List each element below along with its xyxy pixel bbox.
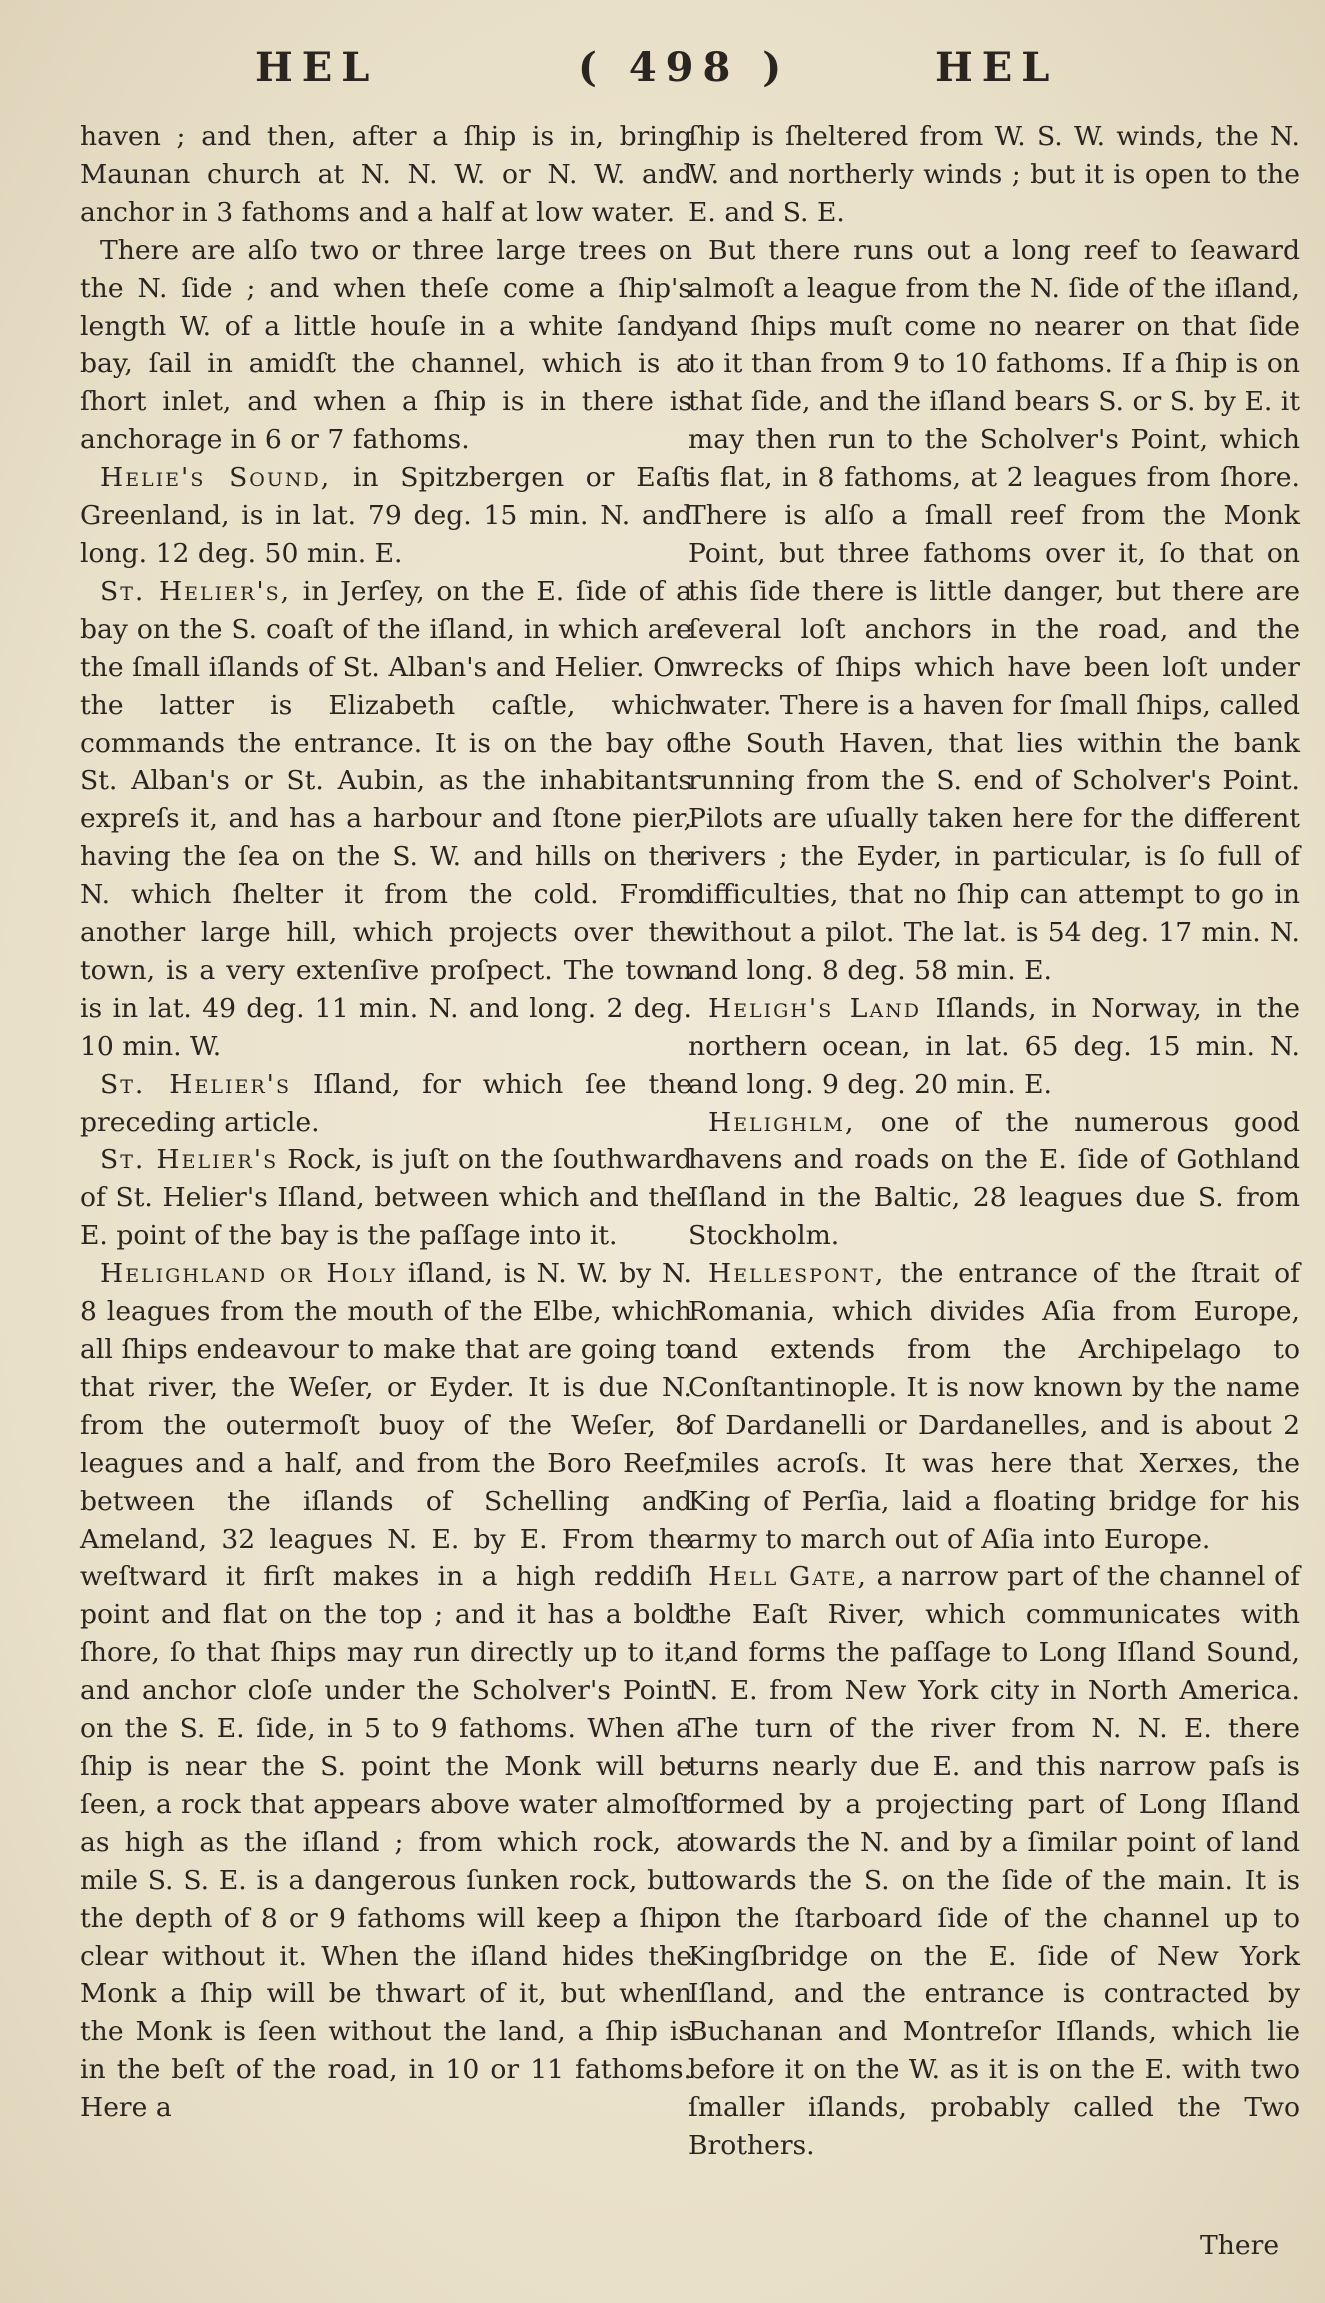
headword: Hellespont, bbox=[708, 1258, 886, 1290]
catchword: There bbox=[1200, 2230, 1280, 2261]
headword: Helighlm, bbox=[708, 1106, 856, 1138]
running-header bbox=[0, 44, 1325, 114]
page-number: ( 498 ) bbox=[578, 44, 791, 91]
headword: Helie's Sound, bbox=[100, 462, 332, 494]
entry-st-heliers: St. Helier's, in Jerſey, on the E. ſide of a bay on the S. coaſt of the iſland, in which are the ſmall iſlands of St. Alban's and Helier. On the latter is Elizabeth caſtle, which commands the entrance. It is on the bay of St. Alban's or St. Aubin, as the inhabitants expreſs it, and has a harbour and ſtone pier, having the ſea on the S. W. and hills on the N. which ſhelter it from the cold. From another large hill, which projects over the town, is a very extenſive proſpect. The town is in lat. 49 deg. 11 min. N. and long. 2 deg. 10 min. W. bbox=[80, 575, 692, 1062]
entry-helighland: Helighland or Holy iſland, is N. W. by N. 8 leagues from the mouth of the Elbe, which all ſhips endeavour to make that are going to that river, the Weſer, or Eyder. It is due N. from the outermoſt buoy of the Weſer, 8 leagues and a half, and from the Boro Reef, between the iſlands of Schelling and Ameland, 32 leagues N. E. by E. From the weſtward it firſt makes in a high reddiſh point and flat on the top ; and it has a bold ſhore, ſo that ſhips may run directly up to it, and anchor cloſe under the Scholver's Point on the S. E. ſide, in 5 to 9 fathoms. When a ſhip is near the S. point the Monk will be ſeen, a rock that appears above water almoſt as high as the iſland ; from which rock, a mile S. S. E. is a dangerous ſunken rock, but the depth of 8 or 9 fathoms will keep a ſhip clear without it. When the iſland hides the Monk a ſhip will be thwart of it, but when the Monk is ſeen without the land, a ſhip is in the beſt of the road, in 10 or 11 fathoms. Here a bbox=[80, 1258, 692, 2124]
entry-hellespont: Hellespont, the entrance of the ſtrait of Romania, which divides Aſia from Europe, and extends from the Archipelago to Conſtantinople. It is now known by the name of Dardanelli or Dardanelles, and is about 2 miles acroſs. It was here that Xerxes, the King of Perſia, laid a floating bridge for his army to march out of Aſia into Europe. bbox=[688, 1258, 1300, 1555]
left-column bbox=[80, 118, 692, 2127]
headword: Helighland or Holy bbox=[100, 1258, 398, 1290]
entry-st-heliers-rock: St. Helier's Rock, is juſt on the ſouthward of St. Helier's Iſland, between which and the E. point of the bay is the paſſage into it. bbox=[80, 1144, 693, 1252]
headword: St. Helier's bbox=[100, 1068, 291, 1100]
paragraph: haven ; and then, after a ſhip is in, bring Maunan church at N. N. W. or N. W. and anchor in 3 fathoms and a half at low water. bbox=[80, 121, 692, 228]
paragraph: But there runs out a long reef to ſeaward almoſt a league from the N. ſide of the iſland, and ſhips muſt come no nearer on that ſide to it than from 9 to 10 fathoms. If a ſhip is on that ſide, and the iſland bears S. or S. by E. it may then run to the Scholver's Point, which is flat, in 8 fathoms, at 2 leagues from ſhore. There is alſo a ſmall reef from the Monk Point, but three fathoms over it, ſo that on this ſide there is little danger, but there are ſeveral loſt anchors in the road, and the wrecks of ſhips which have been loſt under water. There is a haven for ſmall ſhips, called the South Haven, that lies within the bank running from the S. end of Scholver's Point. Pilots are uſually taken here for the different rivers ; the Eyder, in particular, is ſo full of difficulties, that no ſhip can attempt to go in without a pilot. The lat. is 54 deg. 17 min. N. and long. 8 deg. 58 min. E. bbox=[688, 234, 1300, 986]
headword: St. Helier's, bbox=[100, 575, 292, 607]
paragraph: There are alſo two or three large trees on the N. ſide ; and when theſe come a ſhip's length W. of a little houſe in a white ſandy bay, ſail in amidſt the channel, which is a ſhort inlet, and when a ſhip is in there is anchorage in 6 or 7 fathoms. bbox=[80, 234, 692, 456]
entry-helies-sound: Helie's Sound, in Spitzbergen or Eaſt Greenland, is in lat. 79 deg. 15 min. N. and long. 12 deg. 50 min. E. bbox=[80, 462, 693, 569]
headword: Hell Gate, bbox=[708, 1561, 868, 1593]
entry-st-heliers-island: St. Helier's Iſland, for which ſee the preceding article. bbox=[80, 1068, 692, 1138]
headword: Heligh's Land bbox=[708, 992, 922, 1024]
entry-helighlm: Helighlm, one of the numerous good havens and roads on the E. ſide of Gothland Iſland in the Baltic, 28 leagues due S. from Stockholm. bbox=[688, 1106, 1300, 1252]
header-left: HEL bbox=[255, 44, 379, 91]
header-right: HEL bbox=[935, 44, 1059, 91]
paragraph: ſhip is ſheltered from W. S. W. winds, the N. W. and northerly winds ; but it is open to the E. and S. E. bbox=[688, 121, 1300, 228]
headword: St. Helier's bbox=[100, 1144, 279, 1176]
entry-hell-gate: Hell Gate, a narrow part of the channel of the Eaſt River, which communicates with and forms the paſſage to Long Iſland Sound, N. E. from New York city in North America. The turn of the river from N. N. E. there turns nearly due E. and this narrow paſs is formed by a projecting part of Long Iſland towards the N. and by a ſimilar point of land towards the S. on the ſide of the main. It is on the ſtarboard ſide of the channel up to Kingſbridge on the E. ſide of New York Iſland, and the entrance is contracted by Buchanan and Montreſor Iſlands, which lie before it on the W. as it is on the E. with two ſmaller iſlands, probably called the Two Brothers. bbox=[688, 1561, 1301, 2162]
entry-heligh-land: Heligh's Land Iſlands, in Norway, in the northern ocean, in lat. 65 deg. 15 min. N. and long. 9 deg. 20 min. E. bbox=[688, 992, 1300, 1100]
right-column bbox=[688, 118, 1300, 2165]
